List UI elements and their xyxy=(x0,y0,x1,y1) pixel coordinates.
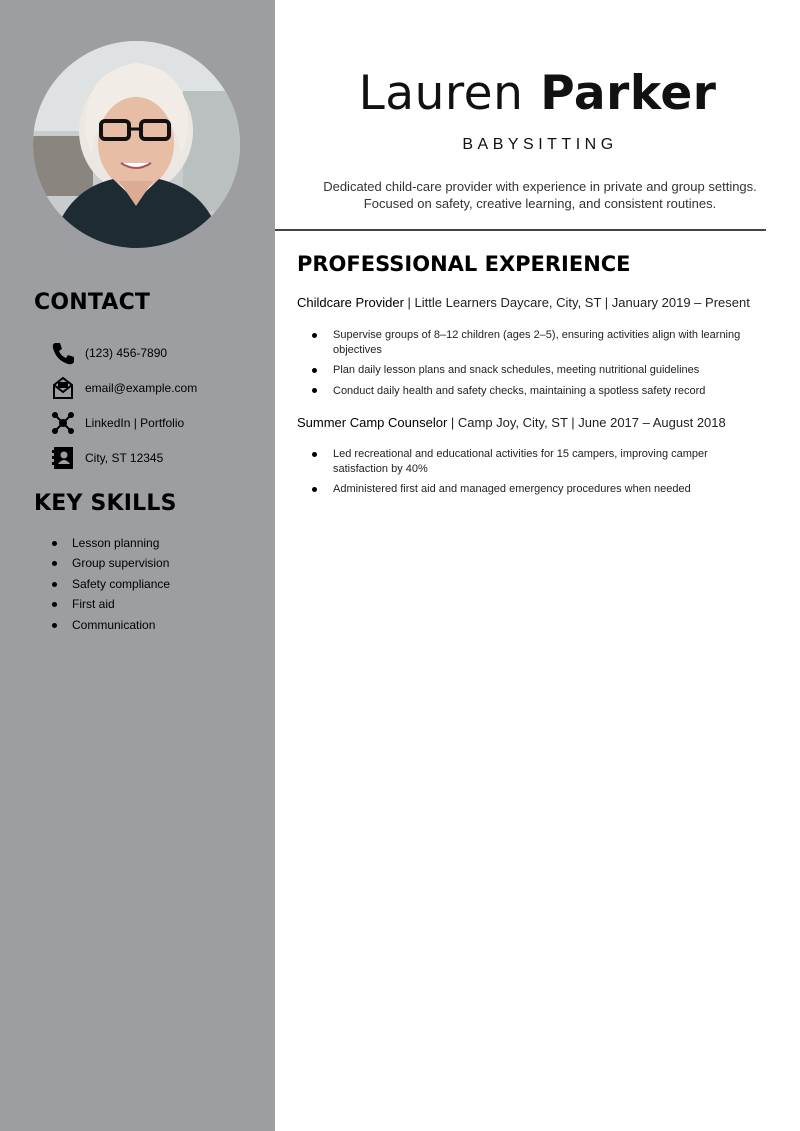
skill-item: Communication xyxy=(50,615,265,635)
contact-phone xyxy=(50,335,265,370)
divider xyxy=(275,229,766,231)
phone-icon xyxy=(50,340,76,366)
skill-item: Group supervision xyxy=(50,553,265,573)
contact-location-text: City, ST 12345 xyxy=(85,450,164,465)
job-bullet: Led recreational and educational activities for 15 campers, improving camper satisfaction by 40% xyxy=(297,447,762,476)
job-bullets xyxy=(297,328,762,404)
job-role-name: Summer Camp Counselor xyxy=(297,415,448,430)
job-bullet: Plan daily lesson plans and snack schedules, meeting nutritional guidelines xyxy=(297,363,762,378)
job-title xyxy=(297,415,767,430)
job-bullet: Administered first aid and managed emergency procedures when needed xyxy=(297,482,762,497)
experience-heading: PROFESSIONAL EXPERIENCE xyxy=(297,252,631,276)
contact-email xyxy=(50,370,265,405)
job-bullet: Conduct daily health and safety checks, maintaining a spotless safety record xyxy=(297,384,762,399)
contact-heading: CONTACT xyxy=(34,290,151,315)
summary-line: Dedicated child-care provider with experience in private and group settings. xyxy=(323,179,757,194)
job-bullet: Supervise groups of 8–12 children (ages 2–5), ensuring activities align with learning objectives xyxy=(297,328,762,357)
candidate-name xyxy=(275,62,800,126)
job-role-name: Childcare Provider xyxy=(297,295,404,310)
skill-item: First aid xyxy=(50,594,265,614)
contact-location xyxy=(50,440,265,475)
summary xyxy=(290,178,790,212)
profile-photo xyxy=(33,41,240,248)
job-title xyxy=(297,295,767,310)
summary-line: Focused on safety, creative learning, and consistent routines. xyxy=(363,196,717,211)
contact-links-text[interactable]: LinkedIn | Portfolio xyxy=(85,415,185,430)
last-name: Parker xyxy=(540,66,717,121)
contact-phone-text[interactable]: (123) 456-7890 xyxy=(85,345,168,360)
skills-heading: KEY SKILLS xyxy=(34,491,177,516)
job-details: | Little Learners Daycare, City, ST | January 2019 – Present xyxy=(403,295,750,310)
skill-item: Safety compliance xyxy=(50,574,265,594)
job-role: BABYSITTING xyxy=(462,136,618,153)
contact-list xyxy=(50,335,265,475)
network-icon xyxy=(50,410,76,436)
skill-item: Lesson planning xyxy=(50,533,265,553)
first-name: Lauren xyxy=(358,66,524,121)
contact-email-text[interactable]: email@example.com xyxy=(85,380,198,395)
skills-list xyxy=(50,533,265,635)
envelope-icon xyxy=(50,375,76,401)
job-bullets xyxy=(297,447,762,503)
job-details: | Camp Joy, City, ST | June 2017 – August 2018 xyxy=(447,415,726,430)
sidebar xyxy=(0,0,275,1131)
contact-links xyxy=(50,405,265,440)
address-book-icon xyxy=(50,445,76,471)
